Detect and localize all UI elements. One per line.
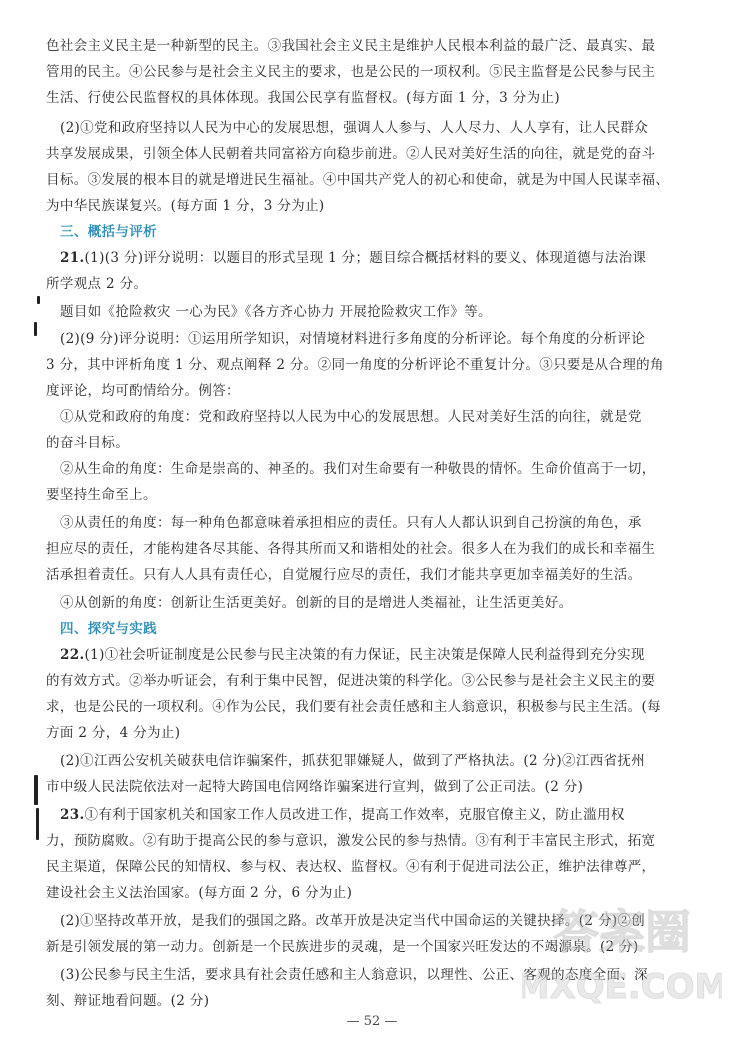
text-line: 色社会主义民主是一种新型的民主。③我国社会主义民主是维护人民根本利益的最广泛、最真实、最 [46, 38, 656, 54]
text-line: 民主渠道，保障公民的知情权、参与权、表达权、监督权。④有利于促进司法公正，维护法律尊严， [46, 859, 656, 875]
text-line: 求，也是公民的一项权利。④作为公民，我们要有社会责任感和主人翁意识，积极参与民主生活。(每 [46, 699, 662, 715]
text-line: (3)公民参与民主生活，要求具有社会责任感和主人翁意识，以理性、公正、客观的态度全面、深 [60, 967, 649, 983]
margin-mark [34, 775, 38, 805]
text-line: 担应尽的责任，才能构建各尽其能、各得其所而又和谐相处的社会。很多人在为我们的成长和幸福生 [46, 541, 656, 557]
text-line: 市中级人民法院依法对一起特大跨国电信网络诈骗案进行宣判，做到了公正司法。(2 分) [46, 779, 584, 795]
text-line: 管用的民主。④公民参与是社会主义民主的要求，也是公民的一项权利。⑤民主监督是公民参与民主 [46, 64, 656, 80]
text-line: 刻、辩证地看问题。(2 分) [46, 993, 210, 1009]
text-line: 要坚持生命至上。 [46, 487, 157, 503]
margin-mark [36, 808, 39, 840]
text-line: 21.(1)(3 分)评分说明：以题目的形式呈现 1 分；题目综合概括材料的要义、体现道德与法治课 [60, 250, 647, 266]
text-line: 为中华民族谋复兴。(每方面 1 分，3 分为止) [46, 198, 325, 214]
watermark-bottom-text: MXQE.COM [522, 967, 722, 1007]
question-number: 21. [60, 250, 85, 266]
text-line: 共享发展成果，引领全体人民朝着共同富裕方向稳步前进。②人民对美好生活的向往，就是党的奋斗 [46, 146, 656, 162]
text-line: (2)①江西公安机关破获电信诈骗案件，抓获犯罪嫌疑人，做到了严格执法。(2 分)②江西省抚州 [60, 753, 646, 769]
text-line: 23.①有利于国家机关和国家工作人员改进工作，提高工作效率，克服官僚主义，防止滥用权 [60, 807, 625, 823]
section-heading: 四、探究与实践 [60, 621, 157, 637]
text-line: 的有效方式。②举办听证会，有利于集中民智，促进决策的科学化。③公民参与是社会主义民主的要 [46, 673, 656, 689]
margin-mark [34, 322, 37, 336]
text-line: 力，预防腐败。②有助于提高公民的参与意识，激发公民的参与热情。③有利于丰富民主形式，拓宽 [46, 833, 656, 849]
watermark-icon [522, 890, 722, 1010]
text-line: 的奋斗目标。 [46, 435, 130, 451]
text-line: (2)①坚持改革开放，是我们的强国之路。改革开放是决定当代中国命运的关键抉择。(2 分)②创 [60, 913, 646, 929]
question-number: 23. [60, 807, 85, 823]
text-line: ②从生命的角度：生命是崇高的、神圣的。我们对生命要有一种敬畏的情怀。生命价值高于一切， [60, 461, 656, 477]
section-heading: 三、概括与评析 [60, 224, 157, 240]
watermark-top-text: 答案圈 [553, 905, 691, 959]
watermark-logo [522, 890, 722, 1010]
text-line: 新是引领发展的第一动力。创新是一个民族进步的灵魂，是一个国家兴旺发达的不竭源泉。(2 分) [46, 939, 639, 955]
text-line: (2)①党和政府坚持以人民为中心的发展思想，强调人人参与、人人尽力、人人享有，让人民群众 [60, 120, 649, 136]
text-line: 建设社会主义法治国家。(每方面 2 分，6 分为止) [46, 885, 353, 901]
page-number: — 52 — [346, 1014, 398, 1029]
text-line: ④从创新的角度：创新让生活更美好。创新的目的是增进人类福祉，让生活更美好。 [60, 595, 573, 611]
text-line: ③从责任的角度：每一种角色都意味着承担相应的责任。只有人人都认识到自己扮演的角色，承 [60, 515, 642, 531]
text-line: 22.(1)①社会听证制度是公民参与民主决策的有力保证，民主决策是保障人民利益得到充分实现 [60, 647, 645, 663]
text-line: (2)(9 分)评分说明：①运用所学知识，对情境材料进行多角度的分析评论。每个角度的分析评论 [60, 331, 646, 347]
text-line: 生活、行使公民监督权的具体体现。我国公民享有监督权。(每方面 1 分，3 分为止) [46, 90, 560, 106]
text-line: ①从党和政府的角度：党和政府坚持以人民为中心的发展思想。人民对美好生活的向往，就是党 [60, 409, 642, 425]
margin-mark [37, 296, 40, 304]
text-line: 活承担着责任。只有人人具有责任心，自觉履行应尽的责任，我们才能共享更加幸福美好的生活。 [46, 567, 642, 583]
text-line: 度评论，均可酌情给分。例答： [46, 383, 240, 399]
text-line: 题目如《抢险救灾 一心为民》《各方齐心协力 开展抢险救灾工作》等。 [60, 304, 492, 320]
text-line: 方面 2 分，4 分为止) [46, 725, 181, 741]
question-number: 22. [60, 647, 85, 663]
text-line: 3 分，其中评析角度 1 分、观点阐释 2 分。②同一角度的分析评论不重复计分。③只要是从合理的角 [46, 357, 664, 373]
text-line: 目标。③发展的根本目的就是增进民生福祉。④中国共产党人的初心和使命，就是为中国人民谋幸福、 [46, 172, 670, 188]
text-line: 所学观点 2 分。 [46, 276, 148, 292]
